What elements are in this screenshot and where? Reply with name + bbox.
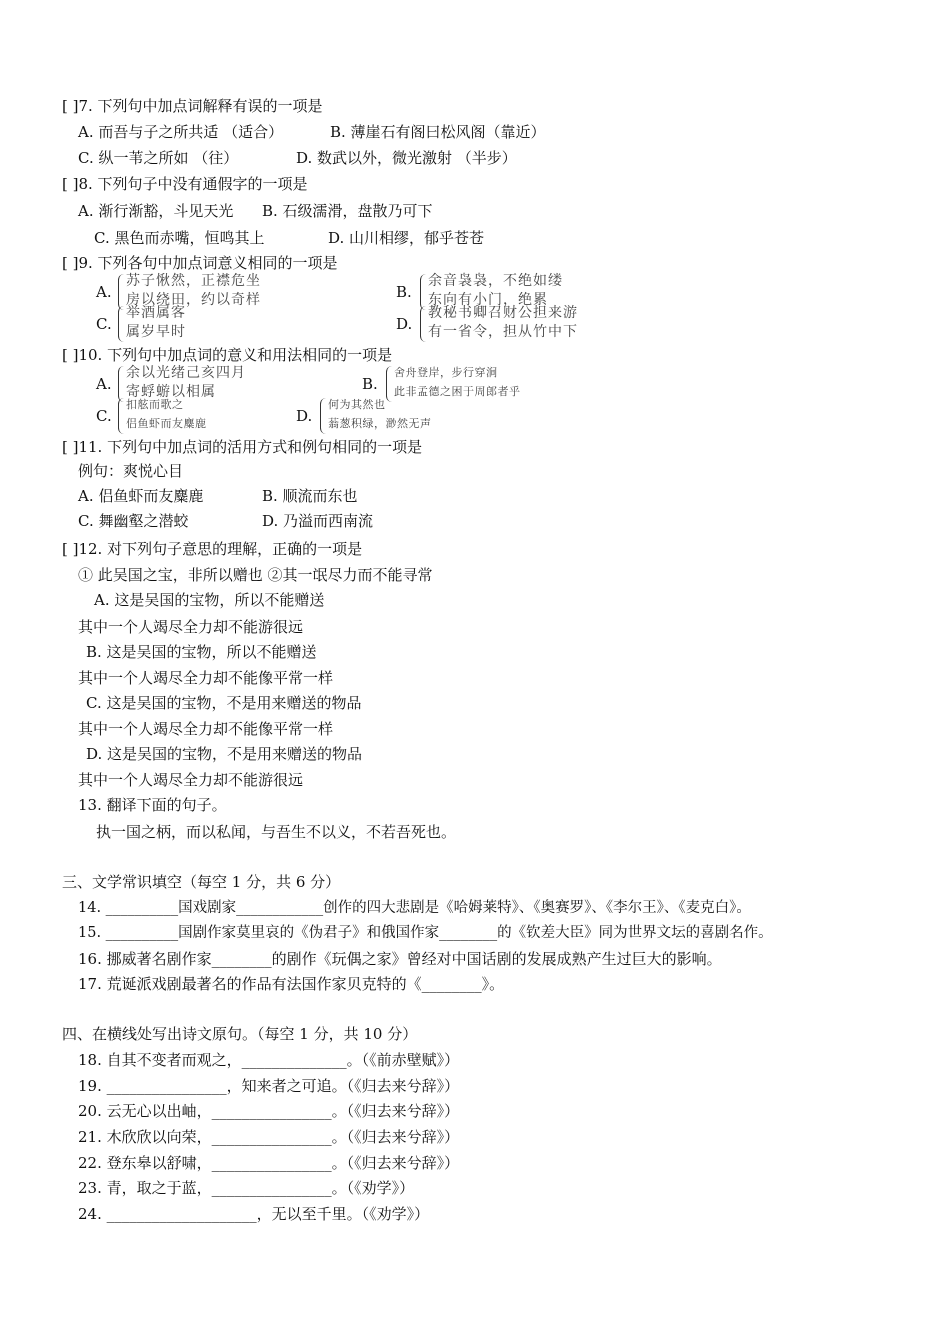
q10-option-b-line1: 舍舟登岸，步行穿涧: [394, 366, 498, 379]
q9-option-d: [396, 304, 696, 344]
q7-options-row1: [78, 122, 778, 142]
q11-option-d: D. 乃溢而西南流: [262, 512, 374, 530]
q24: 24. ____________________，无以至千里。（《劝学》）: [78, 1205, 430, 1223]
q7-option-a: A. 而吾与子之所共适 （适合）: [78, 123, 284, 141]
q13-stem: 13. 翻译下面的句子。: [78, 796, 227, 814]
q12-option-d-line1: D. 这是吴国的宝物，不是用来赠送的物品: [86, 745, 363, 763]
q10-option-d-line1: 何为其然也: [328, 398, 386, 411]
q8-option-c: C. 黑色而赤嘴，恒鸣其上: [94, 229, 265, 247]
q7-options-row2: [78, 148, 778, 168]
q8-option-d: D. 山川相缪，郁乎苍苍: [328, 229, 485, 247]
q16: 16. 挪威著名剧作家________的剧作《玩偶之家》曾经对中国话剧的发展成熟产生过巨大的影响。: [78, 950, 722, 968]
q10-option-d-label: D.: [296, 407, 313, 425]
q7-option-d: D. 数武以外，微光激射 （半步）: [296, 149, 517, 167]
q10-option-c: [96, 396, 296, 436]
q9-option-b-line1: 余音袅袅，不绝如缕: [428, 273, 563, 289]
q10-option-b-line2: 此非孟德之困于周郎者乎: [394, 385, 521, 398]
q11-option-c: C. 舞幽壑之潜蛟: [78, 512, 189, 530]
q21: 21. 木欣欣以向荣，________________。（《归去来兮辞》）: [78, 1128, 460, 1146]
q9-option-d-label: D.: [396, 315, 413, 333]
q10-option-a-line1: 余以光绪己亥四月: [126, 365, 246, 381]
q9-option-a-line2: 房以绕田，约以奇样: [126, 292, 261, 308]
q9-option-a-line1: 苏子愀然，正襟危坐: [126, 273, 261, 289]
q8-options-row1: [78, 201, 778, 221]
q18: 18. 自其不变者而观之，______________。（《前赤壁赋》）: [78, 1051, 460, 1069]
q12-option-c-line2: 其中一个人竭尽全力却不能像平常一样: [78, 720, 334, 738]
q8-stem: [ ]8. 下列句子中没有通假字的一项是: [62, 175, 308, 193]
q10-option-d-brace: [320, 398, 327, 434]
q9-option-b-label: B.: [396, 283, 412, 301]
q8-options-row2: [94, 228, 794, 248]
q9-option-a-label: A.: [96, 283, 112, 301]
q8-option-a: A. 渐行渐豁，斗见天光: [78, 202, 234, 220]
q14: 14. __________国戏剧家____________创作的四大悲剧是《哈姆莱特》、《奥赛罗》、《李尔王》、《麦克白》。: [78, 900, 751, 916]
q23: 23. 青，取之于蓝，________________。（《劝学》）: [78, 1179, 415, 1197]
q22: 22. 登东皋以舒啸，________________。（《归去来兮辞》）: [78, 1154, 460, 1172]
q10-option-d: [296, 396, 496, 436]
q10-option-c-line2: 侣鱼虾而友麋鹿: [126, 417, 207, 430]
q11-options-row2: [78, 511, 678, 531]
q9-option-d-line1: 教秘书卿召财公担来游: [428, 305, 578, 321]
q9-option-c: [96, 304, 356, 344]
q7-stem: [ ]7. 下列句中加点词解释有误的一项是: [62, 97, 323, 115]
q9-option-d-line2: 有一省令，担从竹中下: [428, 324, 578, 340]
q11-option-a: A. 侣鱼虾而友麋鹿: [78, 487, 204, 505]
q12-stem: [ ]12. 对下列句子意思的理解，正确的一项是: [62, 540, 363, 558]
q7-option-c: C. 纵一苇之所如 （往）: [78, 149, 239, 167]
q10-option-c-label: C.: [96, 407, 112, 425]
q9-option-d-brace: [420, 306, 427, 342]
q11-option-b: B. 顺流而东也: [262, 487, 358, 505]
q7-option-b: B. 薄崖石有阁曰松风阁（靠近）: [330, 123, 546, 141]
q11-example: 例句：爽悦心目: [78, 462, 184, 480]
q12-option-b-line1: B. 这是吴国的宝物，所以不能赠送: [86, 643, 317, 661]
q10-option-a-label: A.: [96, 375, 112, 393]
q8-option-b: B. 石级濡滑，盘散乃可下: [262, 202, 433, 220]
q10-option-b-label: B.: [362, 375, 378, 393]
q15: 15. __________国剧作家莫里哀的《伪君子》和俄国作家________的《钦差大臣》同为世界文坛的喜剧名作。: [78, 925, 773, 941]
q9-stem: [ ]9. 下列各句中加点词意义相同的一项是: [62, 254, 338, 272]
q10-option-d-line2: 蓊葱积绿，渺然无声: [328, 417, 432, 430]
q12-sentences: ① 此吴国之宝，非所以赠也 ②其一氓尽力而不能寻常: [78, 566, 433, 584]
q12-option-c-line1: C. 这是吴国的宝物，不是用来赠送的物品: [86, 694, 362, 712]
q12-option-b-line2: 其中一个人竭尽全力却不能像平常一样: [78, 669, 334, 687]
q10-option-c-brace: [118, 398, 125, 434]
q9-option-c-label: C.: [96, 315, 112, 333]
q9-option-c-brace: [118, 306, 125, 342]
q19: 19. ________________，知来者之可追。（《归去来兮辞》）: [78, 1077, 460, 1095]
q9-option-c-line2: 属岁早时: [126, 324, 186, 340]
q10-option-c-line1: 扣舷而歌之: [126, 398, 184, 411]
q9-option-b-line2: 东向有小门，绝累: [428, 292, 548, 308]
q12-option-a-line2: 其中一个人竭尽全力却不能游很远: [78, 618, 304, 636]
q11-options-row1: [78, 486, 678, 506]
q10-option-a-line2: 寄蜉蝣以相属: [126, 384, 216, 400]
q9-option-c-line1: 举酒属客: [126, 305, 186, 321]
section3-title: 三、文学常识填空（每空 1 分，共 6 分）: [62, 873, 341, 891]
q11-stem: [ ]11. 下列句中加点词的活用方式和例句相同的一项是: [62, 438, 423, 456]
q20: 20. 云无心以出岫，________________。（《归去来兮辞》）: [78, 1102, 460, 1120]
q17: 17. 荒诞派戏剧最著名的作品有法国作家贝克特的《________》。: [78, 975, 505, 993]
q12-option-d-line2: 其中一个人竭尽全力却不能游很远: [78, 771, 304, 789]
q12-option-a-line1: A. 这是吴国的宝物，所以不能赠送: [94, 591, 325, 609]
q10-stem: [ ]10. 下列句中加点词的意义和用法相同的一项是: [62, 346, 393, 364]
q13-text: 执一国之柄，而以私闻，与吾生不以义，不若吾死也。: [96, 823, 457, 841]
section4-title: 四、在横线处写出诗文原句。（每空 1 分，共 10 分）: [62, 1025, 418, 1043]
